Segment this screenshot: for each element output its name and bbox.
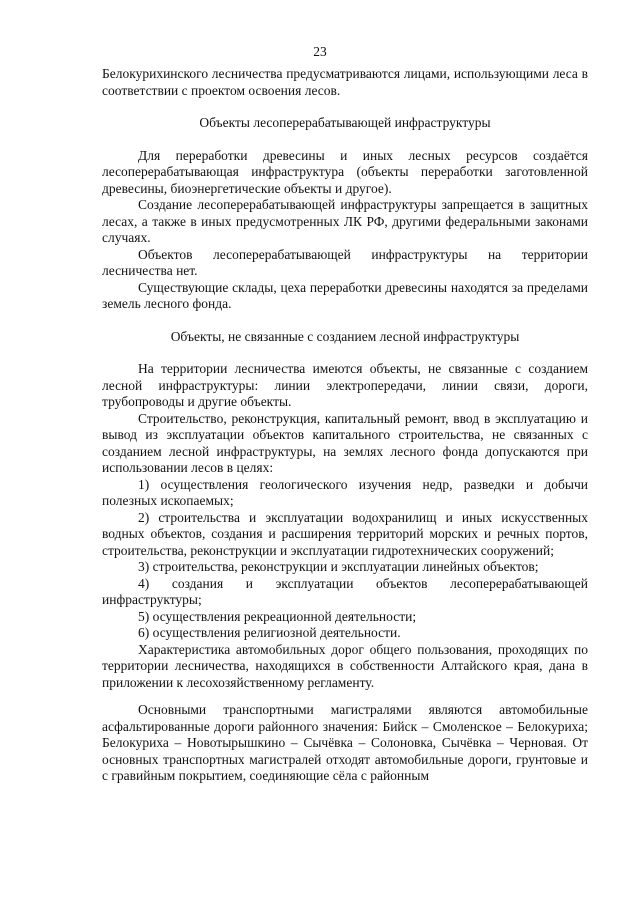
paragraph: Для переработки древесины и иных лесных ресурсов создаётся лесоперерабатывающая инфраструктура (объекты переработки заготовленной древесины, биоэнергетические объекты и другое). [102,147,588,196]
paragraph: Строительство, реконструкция, капитальный ремонт, ввод в эксплуатацию и вывод из эксплуатации объектов капитального строительства, не связанных с созданием лесной инфраструктуры, на землях лесного фонда допускаются при использовании лесов в целях: [102,410,588,475]
paragraph: На территории лесничества имеются объекты, не связанные с созданием лесной инфраструктуры: линии электропередачи, линии связи, дороги, трубопроводы и другие объекты. [102,361,588,409]
list-item: 5) осуществления рекреационной деятельности; [138,608,417,624]
page-number: 23 [313,44,327,59]
page-content [102,66,588,785]
section-heading-processing-infrastructure: Объекты лесоперерабатывающей инфраструктуры [199,115,491,130]
list-item: 4) создания и эксплуатации объектов лесоперерабатывающей инфраструктуры; [102,575,588,607]
intro-paragraph: Белокурихинского лесничества предусматриваются лицами, использующими леса в соответствии с проектом освоения лесов. [102,66,588,98]
paragraph: Существующие склады, цеха переработки древесины находятся за пределами земель лесного фонда. [102,279,588,311]
paragraph: Объектов лесоперерабатывающей инфраструктуры на территории лесничества нет. [102,246,588,278]
paragraph: Характеристика автомобильных дорог общего пользования, проходящих по территории лесничества, находящихся в собственности Алтайского края, дана в приложении к лесохозяйственному регламенту. [102,641,588,690]
paragraph: Создание лесоперерабатывающей инфраструктуры запрещается в защитных лесах, а также в иных предусмотренных ЛК РФ, другими федеральными законами случаях. [102,197,588,245]
list-item: 2) строительства и эксплуатации водохранилищ и иных искусственных водных объектов, создания и расширения территорий морских и речных портов, строительства, реконструкции и эксплуатации гидротехнических сооружений; [102,509,588,558]
section-heading-non-forest-objects: Объекты, не связанные с созданием лесной инфраструктуры [170,328,520,344]
list-item: 1) осуществления геологического изучения недр, разведки и добычи полезных ископаемых; [102,476,588,508]
paragraph-transport: Основными транспортными магистралями являются автомобильные асфальтированные дороги районного значения: Бийск – Смоленское – Белокуриха; Белокуриха – Новотырышкино – Сычёвка – Солоновка, Сычёвка – Черновая. От основных транспортных магистралей отходят автомобильные дороги, грунтовые и с гравийным покрытием, соединяющие сёла с районным [102,702,588,783]
list-item: 6) осуществления религиозной деятельности. [138,625,401,640]
list-item: 3) строительства, реконструкции и эксплуатации линейных объектов; [138,559,539,574]
